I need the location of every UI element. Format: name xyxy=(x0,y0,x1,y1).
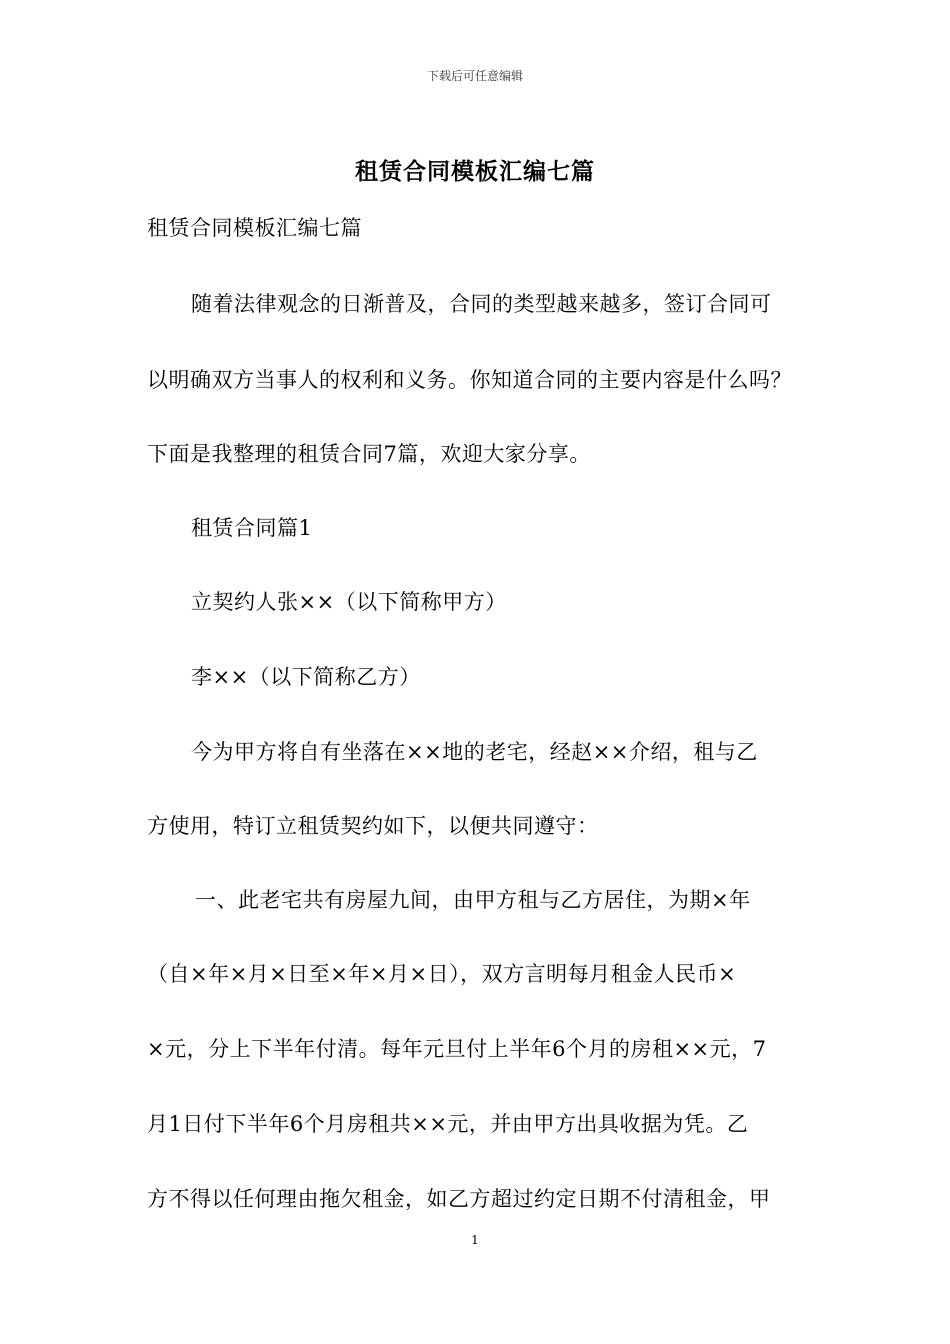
page-header: 下载后可任意编辑 xyxy=(426,69,523,83)
body-line: （自×年×月×日至×年×月×日），双方言明每月租金人民币× xyxy=(147,962,737,986)
body-line: 今为甲方将自有坐落在××地的老宅，经赵××介绍，租与乙 xyxy=(191,740,758,764)
body-line: 立契约人张××（以下简称甲方） xyxy=(191,590,507,614)
page-number: 1 xyxy=(471,1233,479,1247)
body-line: 李××（以下简称乙方） xyxy=(191,665,421,689)
body-line: 随着法律观念的日渐普及，合同的类型越来越多，签订合同可 xyxy=(191,292,772,316)
body-line: 以明确双方当事人的权利和义务。你知道合同的主要内容是什么吗？ xyxy=(147,368,792,392)
body-line: 一、此老宅共有房屋九间，由甲方租与乙方居住，为期×年 xyxy=(195,888,751,912)
body-line: 月1日付下半年6个月房租共××元，并由甲方出具收据为凭。乙 xyxy=(147,1112,749,1136)
body-line: 方使用，特订立租赁契约如下，以便共同遵守： xyxy=(147,814,599,838)
subtitle-line: 租赁合同模板汇编七篇 xyxy=(147,216,362,240)
document-title: 租赁合同模板汇编七篇 xyxy=(355,158,595,185)
section-heading: 租赁合同篇1 xyxy=(191,516,313,540)
body-line: 方不得以任何理由拖欠租金，如乙方超过约定日期不付清租金，甲 xyxy=(147,1187,771,1211)
body-line: ×元，分上下半年付清。每年元旦付上半年6个月的房租××元，7 xyxy=(147,1037,767,1061)
body-line: 下面是我整理的租赁合同7篇，欢迎大家分享。 xyxy=(147,442,591,466)
